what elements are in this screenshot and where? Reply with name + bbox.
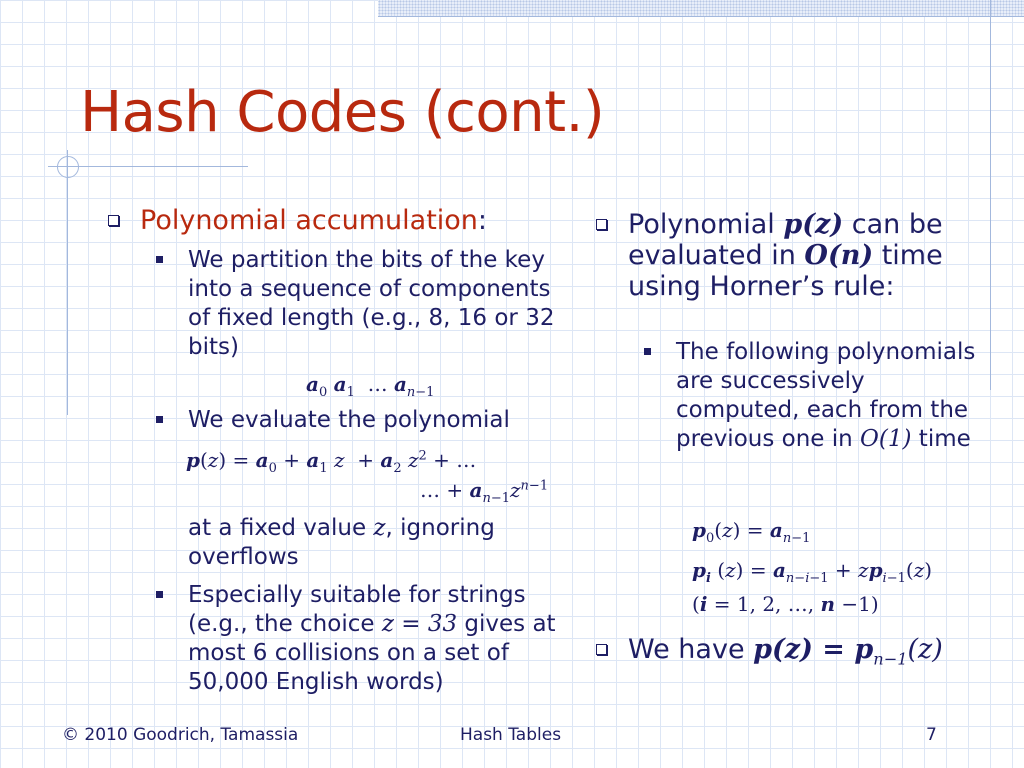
bullet-we-have bbox=[596, 634, 981, 674]
left-sub-item-2 bbox=[156, 406, 556, 435]
sub-math: O(1) bbox=[860, 426, 912, 452]
sub-bullet bbox=[156, 406, 556, 435]
left-sub-item-1 bbox=[156, 246, 556, 362]
decorative-line bbox=[67, 150, 68, 415]
decorative-line bbox=[990, 0, 991, 390]
left-sub-item-3 bbox=[156, 581, 556, 697]
decorative-line bbox=[378, 16, 1024, 17]
sub-post: time bbox=[911, 426, 971, 452]
sub-pre: The following polynomials are successively computed, each from the previous one in bbox=[676, 339, 976, 452]
hollow-square-bullet-icon bbox=[596, 219, 607, 230]
item2-after-post: , ignoring overflows bbox=[188, 515, 495, 570]
equation-components: $a_0$ $a_1$ … $a_{n-1}$ bbox=[306, 372, 435, 400]
p2-sub: n−1 bbox=[873, 649, 908, 669]
equation-polynomial-line2: … + $a_{n-1}z^{n-1}$ bbox=[420, 478, 549, 506]
equation-pi: $p_i$ $(z) = a_{n-i-1} + zp_{i-1}(z)$ bbox=[692, 558, 933, 586]
decorative-circle bbox=[57, 156, 79, 178]
heading-suffix: : bbox=[477, 205, 488, 236]
p2-math: p(z) = p bbox=[753, 634, 874, 665]
p1-math: p(z) bbox=[783, 209, 844, 240]
solid-square-bullet-icon bbox=[644, 348, 651, 355]
footer-title: Hash Tables bbox=[460, 725, 562, 745]
item2-after-pre: at a fixed value bbox=[188, 515, 374, 541]
p1-pre: Polynomial bbox=[628, 209, 784, 240]
hollow-square-bullet-icon bbox=[108, 215, 119, 226]
bullet-polynomial-accumulation bbox=[108, 205, 568, 236]
sub-bullet bbox=[644, 338, 979, 454]
solid-square-bullet-icon bbox=[156, 416, 163, 423]
equation-polynomial-line1: $p(z) = a_0 + a_1$ $z + a_2$ $z^2$ + … bbox=[186, 448, 477, 476]
item2-after-var: z bbox=[373, 515, 386, 541]
item3-math: z = 33 bbox=[381, 611, 458, 637]
bullet-horner bbox=[596, 209, 981, 302]
footer-page-number: 7 bbox=[926, 725, 937, 745]
p2-pre: We have bbox=[628, 634, 754, 665]
equation-i-range: (i = 1, 2, …, n −1) bbox=[692, 592, 879, 616]
equation-p0: $p_0(z) = a_{n-1}$ bbox=[692, 518, 811, 546]
sub-bullet bbox=[156, 581, 556, 697]
item3-pre: Especially suitable for strings (e.g., the choice bbox=[188, 582, 526, 637]
p1-math2: O(n) bbox=[804, 240, 874, 271]
footer-copyright: © 2010 Goodrich, Tamassia bbox=[62, 725, 299, 745]
right-sub-item bbox=[644, 338, 979, 454]
sub-bullet bbox=[156, 246, 556, 362]
right-item-horner bbox=[596, 209, 981, 302]
slide-title: Hash Codes (cont.) bbox=[80, 80, 605, 145]
p1-mid: can be evaluated in bbox=[628, 209, 943, 271]
left-item2-continuation bbox=[188, 514, 548, 572]
item2-text: We evaluate the polynomial bbox=[188, 407, 510, 433]
solid-square-bullet-icon bbox=[156, 591, 163, 598]
heading-text: Polynomial accumulation bbox=[140, 205, 478, 236]
p2-tail: (z) bbox=[907, 634, 943, 665]
item1-text: We partition the bits of the key into a sequence of components of fixed length (e.g., 8, 16 or 32 bits) bbox=[188, 247, 555, 360]
right-item-we-have bbox=[596, 634, 981, 674]
solid-square-bullet-icon bbox=[156, 256, 163, 263]
decorative-top-band bbox=[378, 0, 1024, 16]
hollow-square-bullet-icon bbox=[596, 644, 607, 655]
p1-post: time using Horner’s rule: bbox=[628, 240, 943, 302]
item3-post: gives at most 6 collisions on a set of 50,000 English words) bbox=[188, 611, 556, 695]
left-column bbox=[108, 205, 568, 236]
